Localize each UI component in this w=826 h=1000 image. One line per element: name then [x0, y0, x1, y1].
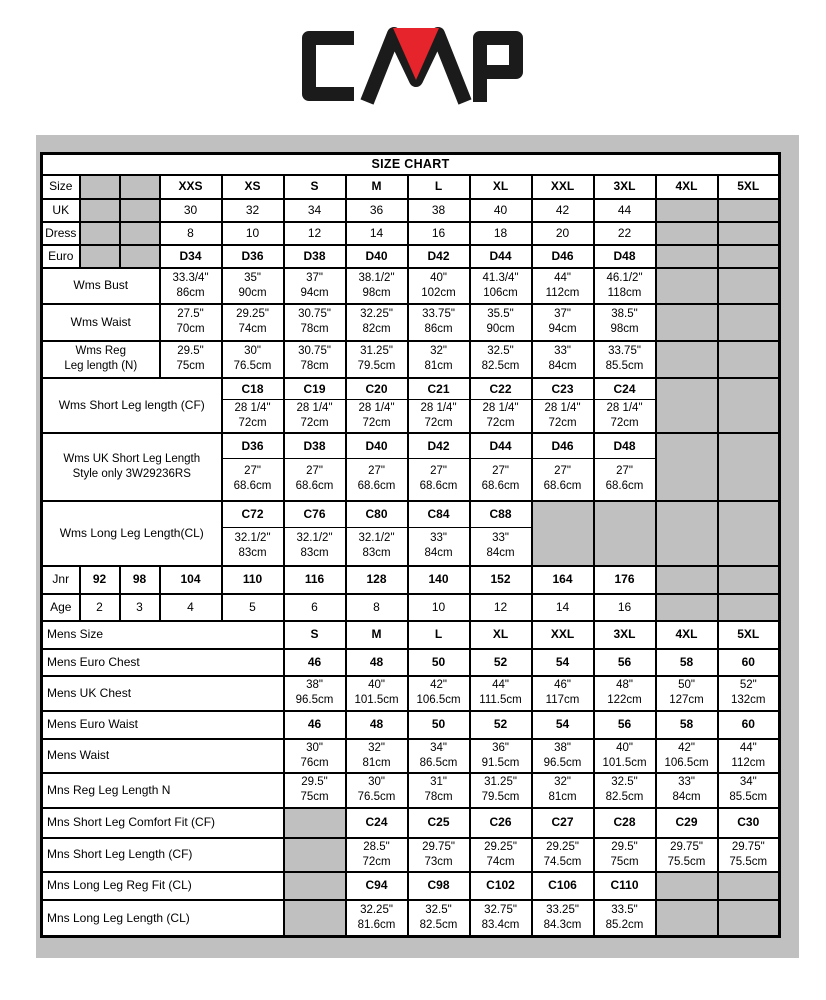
value-cell: 8 — [346, 594, 408, 621]
value-cell: 56 — [594, 711, 656, 739]
empty-cell — [284, 808, 346, 838]
row-label: Wms Bust — [42, 268, 160, 304]
value-cell: 28.5" 72cm — [346, 838, 408, 872]
value-cell: C84 — [408, 501, 470, 528]
value-cell: D40 — [346, 433, 408, 459]
value-cell: 18 — [470, 222, 532, 245]
value-cell: D42 — [408, 245, 470, 268]
value-cell: 44" 112cm — [718, 739, 780, 773]
value-cell: 140 — [408, 566, 470, 594]
value-cell: 60 — [718, 649, 780, 676]
col-header: S — [284, 175, 346, 199]
value-cell: 29.25" 74cm — [222, 304, 284, 341]
value-cell: 5 — [222, 594, 284, 621]
col-header: XL — [470, 175, 532, 199]
value-cell: 31" 78cm — [408, 773, 470, 808]
value-cell: 2 — [80, 594, 120, 621]
value-cell: 27" 68.6cm — [346, 459, 408, 501]
col-header: XXS — [160, 175, 222, 199]
value-cell: 32.1/2" 83cm — [284, 528, 346, 566]
value-cell: 27" 68.6cm — [284, 459, 346, 501]
value-cell: 6 — [284, 594, 346, 621]
value-cell: D44 — [470, 245, 532, 268]
value-cell: 48" 122cm — [594, 676, 656, 711]
value-cell: D38 — [284, 433, 346, 459]
value-cell: 27" 68.6cm — [470, 459, 532, 501]
value-cell: 16 — [594, 594, 656, 621]
value-cell: 56 — [594, 649, 656, 676]
value-cell: 28 1/4" 72cm — [408, 400, 470, 433]
row-label: Wms Waist — [42, 304, 160, 341]
value-cell: 27" 68.6cm — [594, 459, 656, 501]
empty-cell — [718, 222, 780, 245]
value-cell: D46 — [532, 245, 594, 268]
value-cell: 27.5" 70cm — [160, 304, 222, 341]
value-cell: 32.5" 82.5cm — [594, 773, 656, 808]
row-label: Mens Waist — [42, 739, 284, 773]
row-label: Mns Long Leg Length (CL) — [42, 900, 284, 937]
value-cell: 28 1/4" 72cm — [284, 400, 346, 433]
logo-letter-p — [480, 38, 516, 102]
value-cell: 37" 94cm — [532, 304, 594, 341]
col-header: S — [284, 621, 346, 649]
value-cell: 37" 94cm — [284, 268, 346, 304]
value-cell: 22 — [594, 222, 656, 245]
empty-cell — [718, 872, 780, 900]
row-label: Wms Long Leg Length(CL) — [42, 501, 222, 566]
value-cell: 32 — [222, 199, 284, 222]
empty-cell — [718, 304, 780, 341]
value-cell: 8 — [160, 222, 222, 245]
col-header: 3XL — [594, 621, 656, 649]
value-cell: C72 — [222, 501, 284, 528]
value-cell: 29.75" 75.5cm — [656, 838, 718, 872]
value-cell: 176 — [594, 566, 656, 594]
value-cell: C94 — [346, 872, 408, 900]
col-header: 3XL — [594, 175, 656, 199]
empty-cell — [656, 341, 718, 378]
value-cell: 40" 102cm — [408, 268, 470, 304]
value-cell: 46.1/2" 118cm — [594, 268, 656, 304]
value-cell: 34 — [284, 199, 346, 222]
value-cell: C76 — [284, 501, 346, 528]
col-header: XS — [222, 175, 284, 199]
value-cell: 42 — [532, 199, 594, 222]
value-cell: 50 — [408, 649, 470, 676]
value-cell: 33.75" 85.5cm — [594, 341, 656, 378]
value-cell: C98 — [408, 872, 470, 900]
value-cell: 40 — [470, 199, 532, 222]
value-cell: 29.5" 75cm — [160, 341, 222, 378]
value-cell: 29.25" 74cm — [470, 838, 532, 872]
empty-cell — [718, 378, 780, 433]
value-cell: 58 — [656, 649, 718, 676]
value-cell: C28 — [594, 808, 656, 838]
value-cell: C22 — [470, 378, 532, 400]
value-cell: 38" 96.5cm — [532, 739, 594, 773]
value-cell: D48 — [594, 433, 656, 459]
value-cell: C29 — [656, 808, 718, 838]
empty-cell — [656, 501, 718, 566]
value-cell: D44 — [470, 433, 532, 459]
value-cell: 54 — [532, 649, 594, 676]
value-cell: 28 1/4" 72cm — [532, 400, 594, 433]
row-label: Mens Size — [42, 621, 284, 649]
value-cell: 40" 101.5cm — [346, 676, 408, 711]
empty-cell — [80, 199, 120, 222]
value-cell: 50 — [408, 711, 470, 739]
value-cell: D46 — [532, 433, 594, 459]
value-cell: 42" 106.5cm — [656, 739, 718, 773]
empty-cell — [656, 245, 718, 268]
row-label: Dress — [42, 222, 80, 245]
cmp-logo — [294, 26, 532, 108]
value-cell: 31.25" 79.5cm — [346, 341, 408, 378]
empty-cell — [656, 378, 718, 433]
value-cell: D34 — [160, 245, 222, 268]
row-label: Mens UK Chest — [42, 676, 284, 711]
value-cell: 14 — [532, 594, 594, 621]
row-label: Mns Long Leg Reg Fit (CL) — [42, 872, 284, 900]
empty-cell — [656, 594, 718, 621]
empty-cell — [656, 199, 718, 222]
cmp-logo-icon — [294, 26, 532, 108]
value-cell: 98 — [120, 566, 160, 594]
value-cell: 38 — [408, 199, 470, 222]
value-cell: 48 — [346, 649, 408, 676]
value-cell: 20 — [532, 222, 594, 245]
empty-cell — [656, 304, 718, 341]
row-label: UK — [42, 199, 80, 222]
row-label: Euro — [42, 245, 80, 268]
empty-cell — [718, 594, 780, 621]
value-cell: 32.25" 81.6cm — [346, 900, 408, 937]
value-cell: 38" 96.5cm — [284, 676, 346, 711]
value-cell: 28 1/4" 72cm — [346, 400, 408, 433]
col-header: XL — [470, 621, 532, 649]
value-cell: D42 — [408, 433, 470, 459]
empty-cell — [120, 222, 160, 245]
value-cell: 12 — [470, 594, 532, 621]
empty-cell — [718, 433, 780, 501]
value-cell: 46" 117cm — [532, 676, 594, 711]
value-cell: 33.25" 84.3cm — [532, 900, 594, 937]
value-cell: 34" 85.5cm — [718, 773, 780, 808]
empty-cell — [718, 245, 780, 268]
table-title: SIZE CHART — [42, 154, 780, 175]
value-cell: D36 — [222, 245, 284, 268]
empty-cell — [532, 501, 594, 566]
value-cell: 44" 111.5cm — [470, 676, 532, 711]
col-header: 5XL — [718, 621, 780, 649]
value-cell: 32.5" 82.5cm — [408, 900, 470, 937]
empty-cell — [594, 501, 656, 566]
value-cell: 33.5" 85.2cm — [594, 900, 656, 937]
value-cell: 52 — [470, 649, 532, 676]
row-label: Wms Short Leg length (CF) — [42, 378, 222, 433]
empty-cell — [718, 900, 780, 937]
row-label: Mens Euro Chest — [42, 649, 284, 676]
value-cell: 12 — [284, 222, 346, 245]
value-cell: 28 1/4" 72cm — [222, 400, 284, 433]
value-cell: 42" 106.5cm — [408, 676, 470, 711]
value-cell: 28 1/4" 72cm — [470, 400, 532, 433]
value-cell: 48 — [346, 711, 408, 739]
row-label: Mns Reg Leg Length N — [42, 773, 284, 808]
empty-cell — [718, 501, 780, 566]
empty-cell — [80, 222, 120, 245]
logo-letter-c — [309, 38, 354, 94]
value-cell: 33" 84cm — [408, 528, 470, 566]
value-cell: 32" 81cm — [532, 773, 594, 808]
value-cell: 27" 68.6cm — [532, 459, 594, 501]
value-cell: C23 — [532, 378, 594, 400]
value-cell: 30 — [160, 199, 222, 222]
empty-cell — [656, 222, 718, 245]
row-label: Size — [42, 175, 80, 199]
empty-cell — [656, 268, 718, 304]
value-cell: 10 — [408, 594, 470, 621]
empty-cell — [656, 900, 718, 937]
empty-cell — [120, 245, 160, 268]
value-cell: 30.75" 78cm — [284, 304, 346, 341]
row-label: Mens Euro Waist — [42, 711, 284, 739]
value-cell: 29.25" 74.5cm — [532, 838, 594, 872]
value-cell: C24 — [594, 378, 656, 400]
value-cell: 3 — [120, 594, 160, 621]
value-cell: 30" 76.5cm — [222, 341, 284, 378]
col-header: L — [408, 621, 470, 649]
value-cell: C30 — [718, 808, 780, 838]
empty-cell — [718, 341, 780, 378]
value-cell: C19 — [284, 378, 346, 400]
row-label: Wms UK Short Leg Length Style only 3W29236RS — [42, 433, 222, 501]
empty-cell — [120, 199, 160, 222]
row-label: Wms Reg Leg length (N) — [42, 341, 160, 378]
value-cell: 33.3/4" 86cm — [160, 268, 222, 304]
value-cell: 32.5" 82.5cm — [470, 341, 532, 378]
empty-cell — [656, 566, 718, 594]
empty-cell — [120, 175, 160, 199]
value-cell: 29.5" 75cm — [594, 838, 656, 872]
empty-cell — [80, 175, 120, 199]
size-chart-body — [42, 154, 780, 937]
value-cell: 110 — [222, 566, 284, 594]
value-cell: 10 — [222, 222, 284, 245]
value-cell: 33" 84cm — [532, 341, 594, 378]
value-cell: 32" 81cm — [346, 739, 408, 773]
value-cell: 31.25" 79.5cm — [470, 773, 532, 808]
col-header: 5XL — [718, 175, 780, 199]
value-cell: 36" 91.5cm — [470, 739, 532, 773]
value-cell: 92 — [80, 566, 120, 594]
col-header: M — [346, 621, 408, 649]
value-cell: 52 — [470, 711, 532, 739]
value-cell: 32.1/2" 83cm — [222, 528, 284, 566]
value-cell: 30" 76.5cm — [346, 773, 408, 808]
value-cell: D48 — [594, 245, 656, 268]
value-cell: C20 — [346, 378, 408, 400]
value-cell: 40" 101.5cm — [594, 739, 656, 773]
value-cell: 38.1/2" 98cm — [346, 268, 408, 304]
value-cell: 116 — [284, 566, 346, 594]
value-cell: 29.5" 75cm — [284, 773, 346, 808]
value-cell: 33" 84cm — [656, 773, 718, 808]
col-header: 4XL — [656, 175, 718, 199]
empty-cell — [284, 838, 346, 872]
value-cell: 35" 90cm — [222, 268, 284, 304]
row-label: Jnr — [42, 566, 80, 594]
value-cell: 44" 112cm — [532, 268, 594, 304]
value-cell: 38.5" 98cm — [594, 304, 656, 341]
value-cell: 35.5" 90cm — [470, 304, 532, 341]
value-cell: 28 1/4" 72cm — [594, 400, 656, 433]
value-cell: 32.1/2" 83cm — [346, 528, 408, 566]
value-cell: C110 — [594, 872, 656, 900]
value-cell: 30" 76cm — [284, 739, 346, 773]
value-cell: 14 — [346, 222, 408, 245]
value-cell: 4 — [160, 594, 222, 621]
col-header: XXL — [532, 175, 594, 199]
value-cell: 60 — [718, 711, 780, 739]
value-cell: C18 — [222, 378, 284, 400]
value-cell: 54 — [532, 711, 594, 739]
value-cell: C26 — [470, 808, 532, 838]
value-cell: 29.75" 73cm — [408, 838, 470, 872]
value-cell: 27" 68.6cm — [408, 459, 470, 501]
value-cell: 46 — [284, 649, 346, 676]
size-chart-table — [40, 152, 781, 938]
value-cell: 33" 84cm — [470, 528, 532, 566]
empty-cell — [656, 872, 718, 900]
value-cell: 44 — [594, 199, 656, 222]
value-cell: 152 — [470, 566, 532, 594]
value-cell: D40 — [346, 245, 408, 268]
value-cell: 50" 127cm — [656, 676, 718, 711]
value-cell: 32.25" 82cm — [346, 304, 408, 341]
value-cell: C102 — [470, 872, 532, 900]
col-header: L — [408, 175, 470, 199]
value-cell: 128 — [346, 566, 408, 594]
value-cell: 34" 86.5cm — [408, 739, 470, 773]
value-cell: 41.3/4" 106cm — [470, 268, 532, 304]
value-cell: 58 — [656, 711, 718, 739]
value-cell: 164 — [532, 566, 594, 594]
value-cell: 29.75" 75.5cm — [718, 838, 780, 872]
empty-cell — [718, 566, 780, 594]
value-cell: C106 — [532, 872, 594, 900]
col-header: 4XL — [656, 621, 718, 649]
empty-cell — [80, 245, 120, 268]
value-cell: C25 — [408, 808, 470, 838]
value-cell: C80 — [346, 501, 408, 528]
value-cell: 16 — [408, 222, 470, 245]
empty-cell — [718, 268, 780, 304]
value-cell: C27 — [532, 808, 594, 838]
empty-cell — [284, 872, 346, 900]
value-cell: C88 — [470, 501, 532, 528]
value-cell: C21 — [408, 378, 470, 400]
value-cell: 33.75" 86cm — [408, 304, 470, 341]
col-header: XXL — [532, 621, 594, 649]
empty-cell — [656, 433, 718, 501]
value-cell: 27" 68.6cm — [222, 459, 284, 501]
value-cell: C24 — [346, 808, 408, 838]
value-cell: 32.75" 83.4cm — [470, 900, 532, 937]
row-label: Mns Short Leg Length (CF) — [42, 838, 284, 872]
value-cell: D38 — [284, 245, 346, 268]
empty-cell — [284, 900, 346, 937]
value-cell: 30.75" 78cm — [284, 341, 346, 378]
col-header: M — [346, 175, 408, 199]
empty-cell — [718, 199, 780, 222]
row-label: Age — [42, 594, 80, 621]
value-cell: 46 — [284, 711, 346, 739]
value-cell: 104 — [160, 566, 222, 594]
value-cell: D36 — [222, 433, 284, 459]
value-cell: 36 — [346, 199, 408, 222]
row-label: Mns Short Leg Comfort Fit (CF) — [42, 808, 284, 838]
value-cell: 32" 81cm — [408, 341, 470, 378]
value-cell: 52" 132cm — [718, 676, 780, 711]
